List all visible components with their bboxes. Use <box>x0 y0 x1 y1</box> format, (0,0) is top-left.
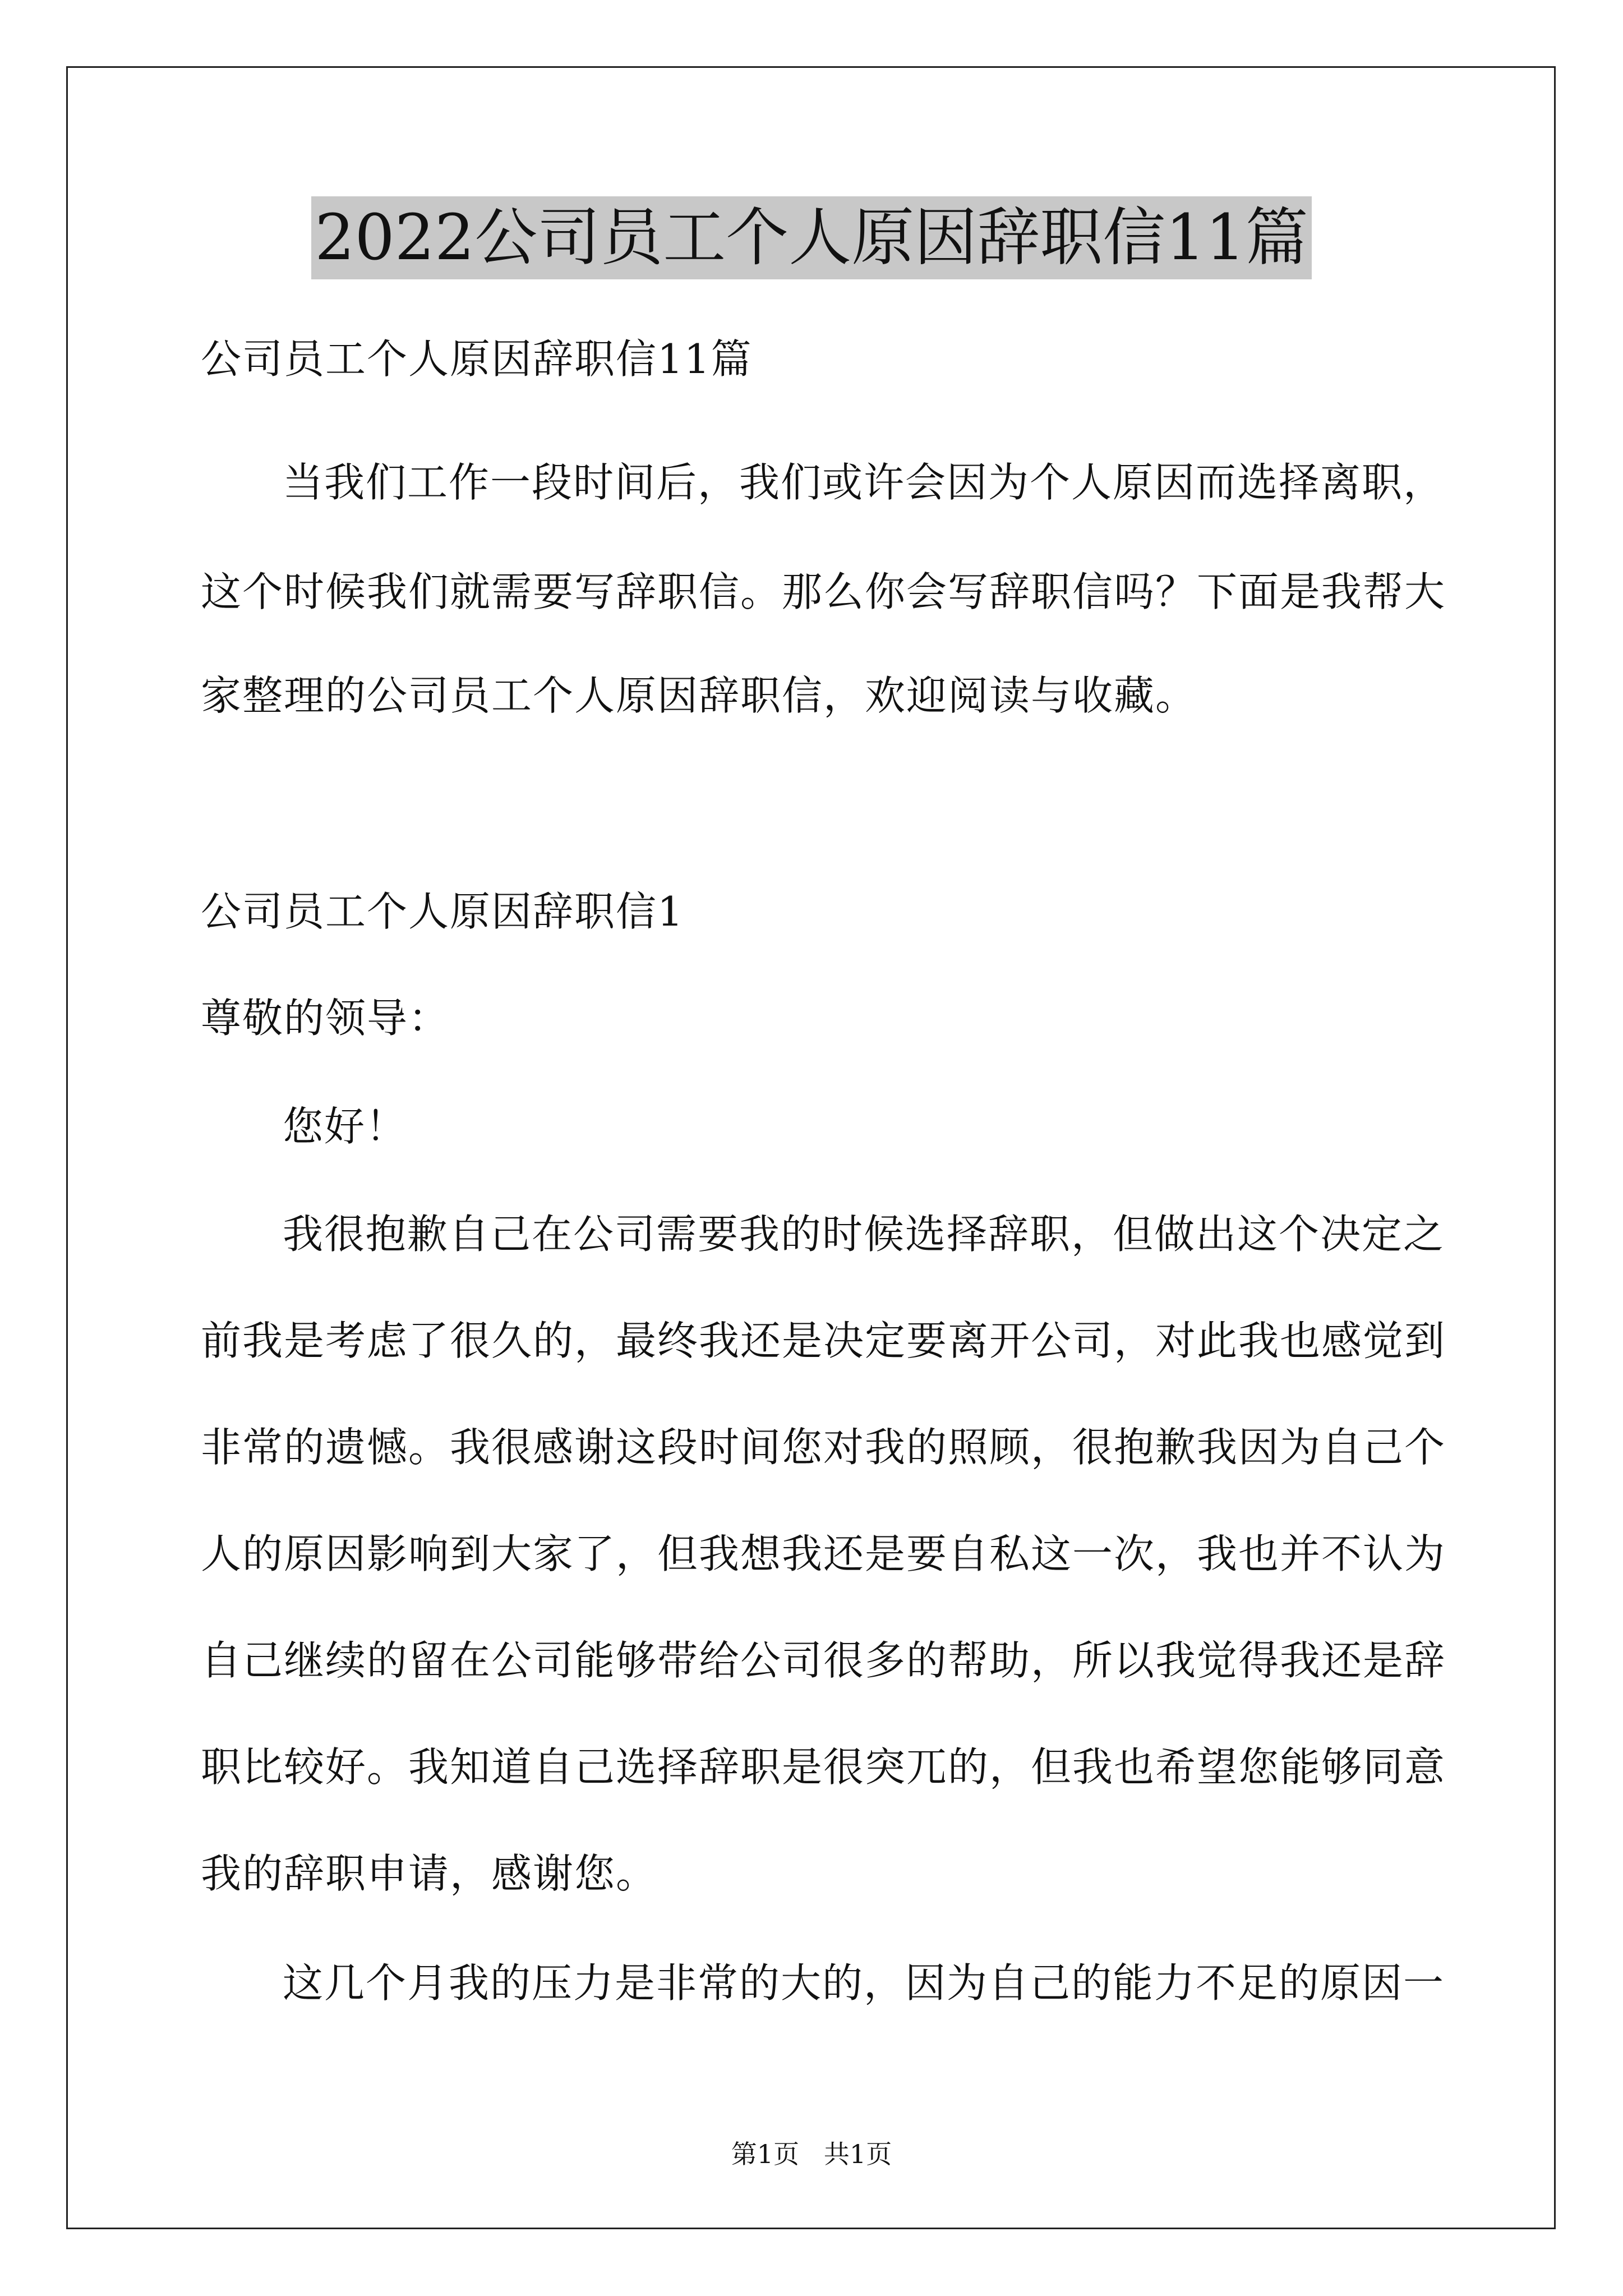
paragraph-line: 我的辞职申请，感谢您。 <box>201 1850 658 1897</box>
salutation: 尊敬的领导： <box>201 995 450 1042</box>
intro-line: 这个时候我们就需要写辞职信。那么你会写辞职信吗？下面是我帮大 <box>201 568 1446 615</box>
paragraph-line: 非常的遗憾。我很感谢这段时间您对我的照顾，很抱歉我因为自己个 <box>201 1424 1446 1471</box>
section-heading: 公司员工个人原因辞职信1 <box>201 888 684 935</box>
paragraph-line: 这几个月我的压力是非常的大的，因为自己的能力不足的原因一 <box>283 1959 1445 2007</box>
page-footer: 第1页 共1页 <box>731 2139 892 2169</box>
title-container <box>0 196 1623 279</box>
paragraph-line: 人的原因影响到大家了，但我想我还是要自私这一次，我也并不认为 <box>201 1530 1446 1577</box>
paragraph-line: 自己继续的留在公司能够带给公司很多的帮助，所以我觉得我还是辞 <box>201 1637 1446 1684</box>
intro-line: 当我们工作一段时间后，我们或许会因为个人原因而选择离职， <box>283 459 1445 506</box>
subtitle: 公司员工个人原因辞职信11篇 <box>201 335 753 383</box>
greeting: 您好！ <box>283 1103 408 1150</box>
document-title: 2022公司员工个人原因辞职信11篇 <box>311 196 1312 279</box>
paragraph-line: 职比较好。我知道自己选择辞职是很突兀的，但我也希望您能够同意 <box>201 1743 1446 1791</box>
paragraph-line: 前我是考虑了很久的，最终我还是决定要离开公司，对此我也感觉到 <box>201 1317 1446 1364</box>
paragraph-line: 我很抱歉自己在公司需要我的时候选择辞职，但做出这个决定之 <box>283 1211 1445 1258</box>
intro-line: 家整理的公司员工个人原因辞职信，欢迎阅读与收藏。 <box>201 672 1197 719</box>
